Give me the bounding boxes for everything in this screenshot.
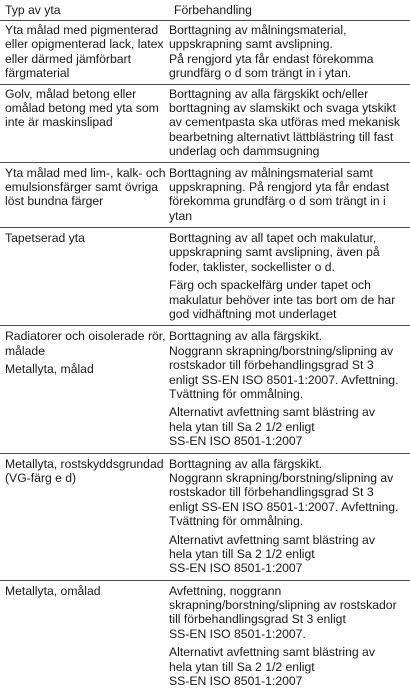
treatment-text-line: skrapning/borstning/slipning av rostskador (169, 598, 397, 613)
treatment-text-line: Avfettning, noggrann (169, 583, 282, 598)
treatment-text-paragraph (169, 645, 405, 688)
table-body (0, 21, 410, 688)
treatment-text-line: Borttagning av all tapet och makulatur, (169, 231, 377, 246)
table-header (0, 0, 410, 21)
pretreatment-cell (169, 231, 405, 321)
surface-type-cell (0, 87, 169, 159)
surface-type-cell (0, 166, 169, 224)
treatment-text-paragraph (169, 329, 405, 401)
treatment-text-line: Tvättning för ommålning. (169, 514, 304, 529)
treatment-text-paragraph (169, 166, 405, 224)
treatment-text-paragraph (169, 23, 405, 81)
surface-type-cell (0, 457, 169, 576)
surface-text-paragraph (5, 23, 169, 81)
pretreatment-cell (169, 23, 405, 81)
treatment-text-line: SS-EN ISO 8501-1:2007 (169, 561, 303, 576)
treatment-text-paragraph (169, 457, 405, 529)
surface-text-line: färgmaterial (5, 66, 70, 81)
treatment-text-line: uppskrapning samt avslipning. (169, 37, 333, 52)
table-row (0, 454, 410, 581)
surface-text-line: Golv, målad betong eller (5, 86, 137, 101)
surface-text-line: Metallyta, rostskyddsgrundad (5, 456, 164, 471)
pretreatment-cell (169, 584, 405, 688)
treatment-text-line: Borttagning av alla färgskikt och/eller (169, 86, 369, 101)
treatment-text-paragraph (169, 533, 405, 576)
treatment-text-line: uppskrapning samt avslipning, även på (169, 245, 380, 260)
surface-text-paragraph (5, 87, 169, 130)
surface-text-line: eller opigmenterad lack, latex (5, 37, 164, 52)
treatment-text-paragraph (169, 87, 405, 159)
surface-text-line: omålad betong med yta som (5, 100, 159, 115)
treatment-text-line: till förbehandlingsgrad St 3 enligt (169, 612, 346, 627)
treatment-text-line: Alternativt avfettning samt blästring av (169, 405, 375, 420)
pretreatment-cell (169, 329, 405, 448)
treatment-text-line: Alternativt avfettning samt blästring av (169, 532, 375, 547)
table-row (0, 21, 410, 85)
treatment-text-line: bearbetning alternativt lättblästring till fast (169, 129, 394, 144)
surface-text-line: Metallyta, omålad (5, 583, 101, 598)
treatment-text-line: Färg och spackelfärg under tapet och (169, 278, 371, 293)
treatment-text-line: SS-EN ISO 8501-1:2007 (169, 674, 303, 688)
surface-text-line: Tapetserad yta (5, 231, 85, 246)
treatment-text-line: Borttagning av målningsmaterial, (169, 23, 347, 37)
treatment-text-line: Borttagning av målningsmaterial samt (169, 165, 373, 180)
treatment-text-line: av cementpasta ska utföras med mekanisk (169, 115, 400, 130)
treatment-text-line: hela ytan till Sa 2 1/2 enligt (169, 546, 315, 561)
surface-text-line: Yta målad med pigmenterad (5, 23, 159, 37)
treatment-text-line: enligt SS-EN ISO 8501-1:2007. Avfettning. (169, 372, 399, 387)
surface-type-cell (0, 329, 169, 448)
surface-text-line: Metallyta, målad (5, 362, 94, 377)
treatment-text-line: Noggrann skrapning/borstning/slipning av (169, 470, 394, 485)
treatment-text-line: enligt SS-EN ISO 8501-1:2007. Avfettning. (169, 499, 399, 514)
surface-text-paragraph (5, 166, 169, 209)
surface-text-line: emulsionsfärger samt övriga (5, 179, 159, 194)
surface-text-paragraph (5, 584, 169, 598)
surface-text-paragraph (5, 231, 169, 245)
treatment-text-line: Alternativt avfettning samt blästring av (169, 645, 375, 660)
treatment-text-line: underlag och dammsugning (169, 144, 320, 159)
header-surface-type: Typ av yta (5, 3, 61, 17)
surface-text-line: löst bundna färger (5, 194, 104, 209)
surface-text-line: eller därmed jämförbart (5, 51, 131, 66)
treatment-text-line: SS-EN ISO 8501-1:2007 (169, 434, 303, 449)
treatment-text-line: På rengjord yta får endast förekomma (169, 51, 374, 66)
treatment-text-line: borttagning av slamskikt och svaga ytskikt (169, 100, 396, 115)
treatment-text-line: rostskador till förbehandlingsgrad St 3 (169, 485, 374, 500)
pretreatment-cell (169, 457, 405, 576)
table-row (0, 163, 410, 229)
pretreatment-cell (169, 166, 405, 224)
treatment-text-line: hela ytan till Sa 2 1/2 enligt (169, 419, 315, 434)
treatment-text-line: hela ytan till Sa 2 1/2 enligt (169, 659, 315, 674)
surface-text-line: målade (5, 343, 45, 358)
treatment-text-line: Borttagning av alla färgskikt. (169, 456, 323, 471)
surface-text-line: Yta målad med lim-, kalk- och (5, 165, 166, 180)
surface-text-line: Radiatorer och oisolerade rör, (5, 329, 166, 344)
surface-text-paragraph (5, 457, 169, 486)
surface-text-paragraph (5, 362, 169, 376)
treatment-text-paragraph (169, 278, 405, 321)
treatment-text-line: rostskador till förbehandlingsgrad St 3 (169, 358, 374, 373)
surface-type-cell (0, 584, 169, 688)
table-row (0, 228, 410, 326)
treatment-text-line: Borttagning av alla färgskikt. (169, 329, 323, 344)
treatment-text-line: SS-EN ISO 8501-1:2007. (169, 626, 306, 641)
surface-type-cell (0, 231, 169, 321)
treatment-text-line: Tvättning för ommålning. (169, 386, 304, 401)
treatment-text-line: god vidhäftning mot underlaget (169, 307, 337, 322)
surface-type-cell (0, 23, 169, 81)
treatment-text-line: makulatur behöver inte tas bort om de har (169, 292, 396, 307)
treatment-text-line: ytan (169, 208, 193, 223)
table-row (0, 326, 410, 453)
surface-text-line: (VG-färg e d) (5, 470, 77, 485)
table-row (0, 85, 410, 163)
treatment-text-paragraph (169, 231, 405, 274)
header-pretreatment: Förbehandling (174, 3, 252, 17)
treatment-text-line: uppskrapning. På rengjord yta får endast (169, 179, 390, 194)
surface-text-paragraph (5, 329, 169, 358)
treatment-text-line: förekomma grundfärg o d som trängt in i (169, 194, 386, 209)
treatment-text-line: grundfärg o d som trängt in i ytan. (169, 66, 352, 81)
surface-text-line: inte är maskinslipad (5, 115, 113, 130)
treatment-text-paragraph (169, 584, 405, 642)
treatment-text-line: Noggrann skrapning/borstning/slipning av (169, 343, 394, 358)
table-row (0, 581, 410, 688)
pretreatment-cell (169, 87, 405, 159)
treatment-text-line: foder, taklister, sockellister o d. (169, 259, 335, 274)
treatment-text-paragraph (169, 405, 405, 448)
